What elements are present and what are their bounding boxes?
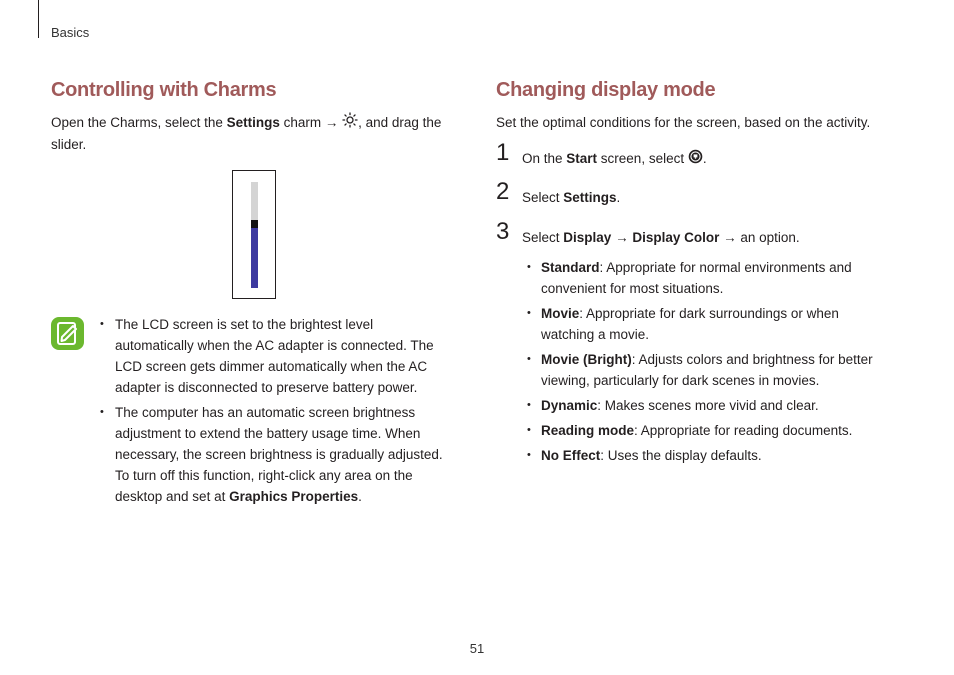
arrow-text: → [611, 230, 633, 245]
note-line: The computer has an automatic screen brightness [115, 405, 416, 420]
brightness-slider[interactable] [232, 170, 276, 299]
step-text [522, 227, 800, 248]
slider-track [251, 182, 258, 288]
step-text [522, 148, 707, 170]
step-text [522, 187, 620, 208]
page-number: 51 [469, 641, 485, 656]
option-desc-cont: watching a movie. [541, 327, 650, 342]
bullet-dot: • [100, 406, 104, 418]
slider-fill [251, 228, 258, 288]
start-bold: Start [566, 151, 598, 166]
note-pencil-icon [51, 317, 84, 350]
step-text-part: On the [522, 151, 567, 166]
right-heading: Changing display mode [496, 79, 716, 101]
bullet-dot: • [100, 318, 104, 330]
option-name: Dynamic [541, 398, 598, 413]
option-desc: : Makes scenes more vivid and clear. [597, 398, 819, 413]
section-label: Basics [51, 25, 90, 40]
option-name: Movie (Bright) [541, 352, 632, 367]
left-intro [51, 112, 451, 155]
step-text-part: . [702, 151, 707, 166]
option-reading-mode [527, 420, 887, 441]
display-mode-options [527, 257, 887, 470]
option-desc: : Appropriate for dark surroundings or when [579, 306, 839, 321]
step-text-part: Select [522, 230, 564, 245]
option-name: Reading mode [541, 423, 635, 438]
note-text: desktop and set at [115, 489, 230, 504]
step-text-part: → an option. [719, 230, 800, 245]
option-desc: : Uses the display defaults. [600, 448, 762, 463]
note-text: . [358, 489, 362, 504]
right-intro: Set the optimal conditions for the screen, based on the activity. [496, 115, 871, 130]
note-item [100, 402, 450, 507]
option-movie-bright [527, 349, 887, 391]
bullet-dot: • [527, 353, 531, 365]
step-number: 1 [496, 139, 510, 166]
step-number: 2 [496, 178, 510, 205]
option-desc: : Adjusts colors and brightness for better [631, 352, 873, 367]
brightness-icon [342, 112, 358, 134]
bullet-dot: • [527, 424, 531, 436]
step-text-part: screen, select [597, 151, 688, 166]
note-list [100, 314, 450, 507]
note-line: To turn off this function, right-click any area on the [115, 468, 413, 483]
note-line: LCD screen gets dimmer automatically when the AC [115, 359, 428, 374]
option-desc-cont: viewing, particularly for dark scenes in movies. [541, 373, 820, 388]
display-bold: Display [563, 230, 612, 245]
slider-thumb[interactable] [251, 220, 258, 228]
bullet-dot: • [527, 449, 531, 461]
settings-bold: Settings [563, 190, 617, 205]
note-line: adjustment to extend the battery usage time. When [115, 426, 421, 441]
intro-line2: slider. [51, 137, 87, 153]
option-desc-cont: convenient for most situations. [541, 281, 724, 296]
bullet-dot: • [527, 399, 531, 411]
settings-bold: Settings [226, 115, 280, 130]
note-line [115, 486, 450, 507]
note-line: The LCD screen is set to the brightest level [115, 317, 374, 332]
desktop-tile-icon [688, 149, 703, 170]
option-movie [527, 303, 887, 345]
note-item [100, 314, 450, 398]
note-line: automatically when the AC adapter is connected. The [115, 338, 434, 353]
option-desc: : Appropriate for normal environments and [599, 260, 852, 275]
option-name: Movie [541, 306, 580, 321]
option-name: Standard [541, 260, 600, 275]
bullet-dot: • [527, 307, 531, 319]
page-corner-line [38, 0, 39, 38]
step-number: 3 [496, 218, 510, 245]
note-line: necessary, the screen brightness is gradually adjusted. [115, 447, 443, 462]
step-text-part: . [616, 190, 621, 205]
display-color-bold: Display Color [632, 230, 720, 245]
option-dynamic [527, 395, 887, 416]
intro-text-mid: charm → [279, 115, 343, 130]
left-heading: Controlling with Charms [51, 79, 277, 101]
option-desc: : Appropriate for reading documents. [634, 423, 853, 438]
option-no-effect [527, 445, 887, 466]
step-text-part: Select [522, 190, 564, 205]
intro-text-post: , and drag the [358, 115, 442, 130]
note-line: adapter is disconnected to preserve battery power. [115, 380, 418, 395]
bullet-dot: • [527, 261, 531, 273]
intro-text-pre: Open the Charms, select the [51, 115, 227, 130]
option-name: No Effect [541, 448, 601, 463]
graphics-properties-bold: Graphics Properties [229, 489, 359, 504]
option-standard [527, 257, 887, 299]
